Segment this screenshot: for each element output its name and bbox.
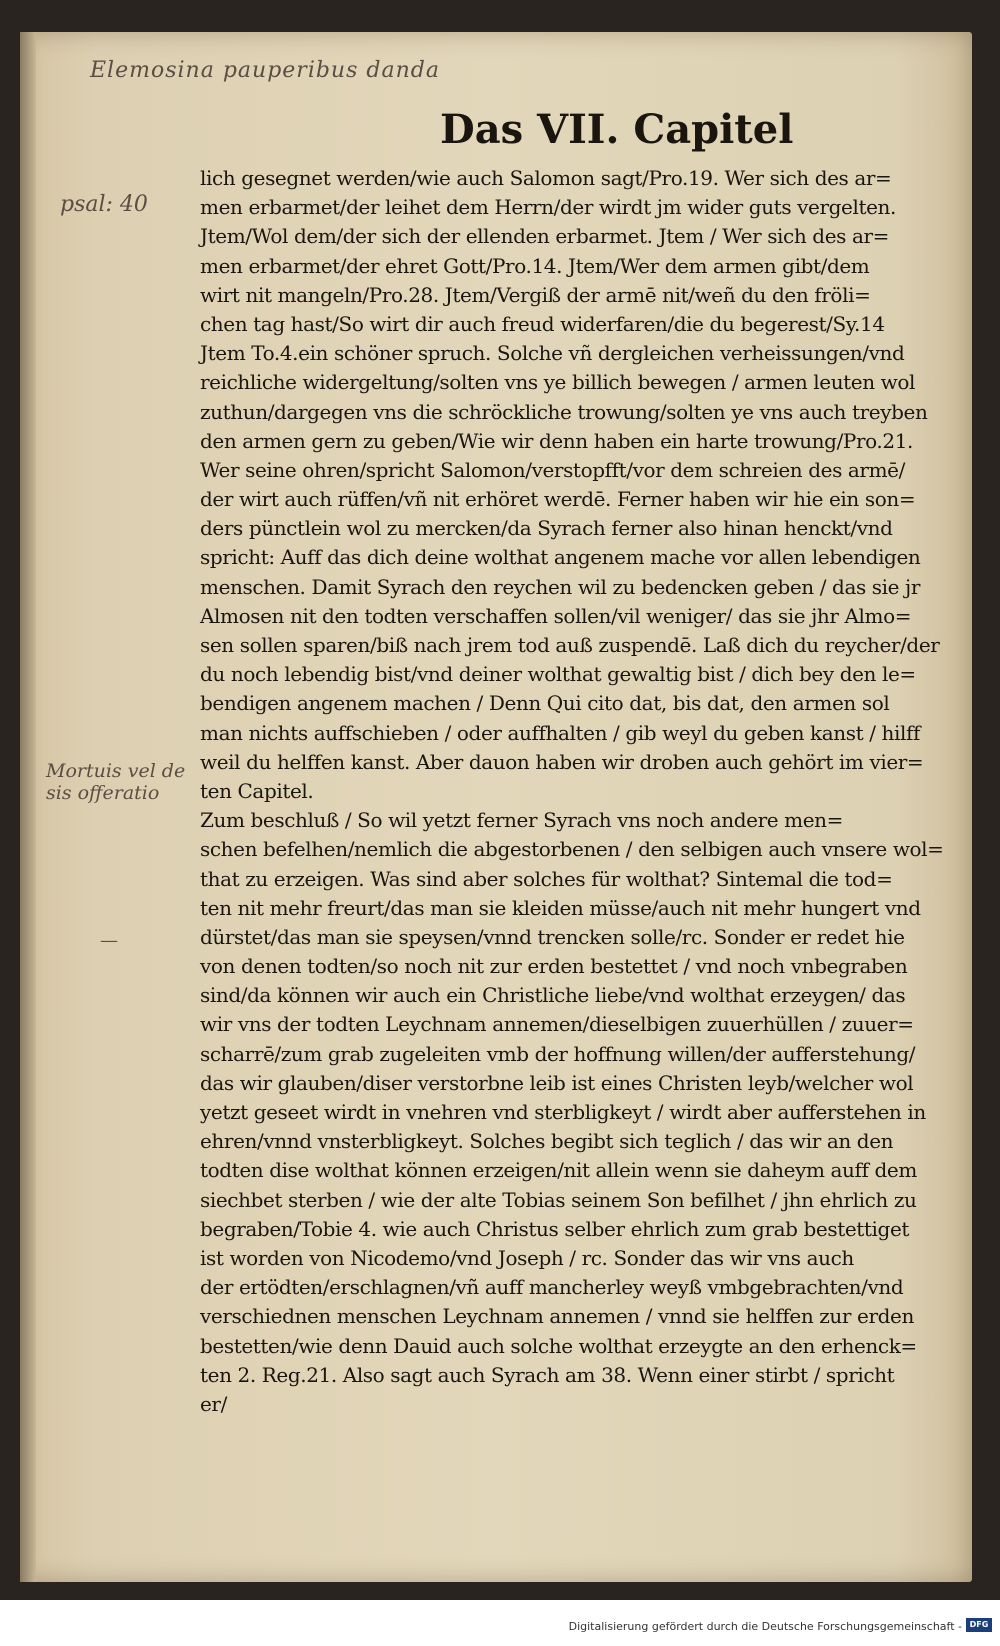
footer-credit: Digitalisierung gefördert durch die Deutsche Forschungsgemeinschaft -	[568, 1620, 962, 1633]
text-line: wir vns der todten Leychnam annemen/dieselbigen zuuerhüllen / zuuer=	[200, 1012, 914, 1037]
text-line: menschen. Damit Syrach den reychen wil zu bedencken geben / das sie jr	[200, 574, 920, 599]
text-line: siechbet sterben / wie der alte Tobias seinem Son befilhet / jhn ehrlich zu	[200, 1187, 917, 1212]
text-line: ten Capitel.	[200, 778, 314, 803]
text-line: spricht: Auff das dich deine wolthat angenem mache vor allen lebendigen	[200, 545, 921, 570]
text-line: sind/da können wir auch ein Christliche liebe/vnd wolthat erzeygen/ das	[200, 983, 906, 1008]
page-gutter-edge	[20, 32, 36, 1582]
text-line: ders pünctlein wol zu mercken/da Syrach ferner also hinan henckt/vnd	[200, 516, 893, 541]
text-line: man nichts auffschieben / oder auffhalten / gib weyl du geben kanst / hilff	[200, 720, 921, 745]
dfg-logo: DFG	[966, 1618, 992, 1632]
running-head: Das VII. Capitel	[440, 106, 794, 153]
marginal-dash: —	[100, 930, 118, 951]
text-line: ten nit mehr freurt/das man sie kleiden müsse/auch nit mehr hungert vnd	[200, 895, 921, 920]
marginal-note-mortuis: Mortuis vel de sis offeratio	[46, 760, 186, 804]
text-line: sen sollen sparen/biß nach jrem tod auß zuspendē. Laß dich du reycher/der	[200, 633, 940, 657]
text-line: zuthun/dargegen vns die schröckliche trowung/solten ye vns auch treyben	[200, 399, 928, 424]
text-line: weil du helffen kanst. Aber dauon haben wir droben auch gehört im vier=	[200, 749, 924, 774]
text-line: chen tag hast/So wirt dir auch freud widerfaren/die du begerest/Sy.14	[200, 311, 885, 336]
text-line: lich gesegnet werden/wie auch Salomon sagt/Pro.19. Wer sich des ar=	[200, 166, 892, 190]
text-line: der wirt auch rüffen/vñ nit erhöret werdē. Ferner haben wir hie ein son=	[200, 487, 916, 512]
text-line: ehren/vnnd vnsterbligkeyt. Solches begibt sich teglich / das wir an den	[200, 1129, 894, 1154]
text-line: reichliche widergeltung/solten vns ye billich bewegen / armen leuten wol	[200, 370, 916, 395]
text-line: men erbarmet/der leihet dem Herrn/der wirdt jm wider guts vergelten.	[200, 195, 896, 220]
text-line: scharrē/zum grab zugeleiten vmb der hoffnung willen/der aufferstehung/	[200, 1041, 916, 1066]
text-line: that zu erzeigen. Was sind aber solches für wolthat? Sintemal die tod=	[200, 866, 893, 891]
text-line: schen befelhen/nemlich die abgestorbenen / den selbigen auch vnsere wol=	[200, 837, 944, 862]
text-line: das wir glauben/diser verstorbne leib ist eines Christen leyb/welcher wol	[200, 1070, 914, 1095]
text-line: Zum beschluß / So wil yetzt ferner Syrach vns noch andere men=	[200, 808, 844, 833]
text-line: verschiednen menschen Leychnam annemen / vnnd sie helffen zur erden	[200, 1304, 914, 1329]
text-line: bestetten/wie denn Dauid auch solche wolthat erzeygte an den erhenck=	[200, 1333, 917, 1358]
text-line: ist worden von Nicodemo/vnd Joseph / rc. Sonder das wir vns auch	[200, 1245, 854, 1270]
text-line: Almosen nit den todten verschaffen sollen/vil weniger/ das sie jhr Almo=	[200, 603, 912, 628]
text-line: von denen todten/so noch nit zur erden bestettet / vnd noch vnbegraben	[200, 954, 908, 979]
text-line: Jtem/Wol dem/der sich der ellenden erbarmet. Jtem / Wer sich des ar=	[200, 224, 889, 249]
text-line: er/	[200, 1391, 227, 1416]
handwritten-top-note: Elemosina pauperibus danda	[90, 58, 440, 83]
text-line: begraben/Tobie 4. wie auch Christus selber ehrlich zum grab bestettiget	[200, 1216, 910, 1241]
text-line: dürstet/das man sie speysen/vnnd trencken solle/rc. Sonder er redet hie	[200, 924, 905, 949]
body-text	[200, 164, 970, 1419]
text-line: wirt nit mangeln/Pro.28. Jtem/Vergiß der armē nit/weñ du den fröli=	[200, 282, 871, 307]
text-line: den armen gern zu geben/Wie wir denn haben ein harte trowung/Pro.21.	[200, 428, 913, 453]
text-line: Jtem To.4.ein schöner spruch. Solche vñ dergleichen verheissungen/vnd	[200, 341, 905, 366]
text-line: ten 2. Reg.21. Also sagt auch Syrach am 38. Wenn einer stirbt / spricht	[200, 1362, 895, 1387]
marginal-note-psalm: psal: 40	[60, 192, 148, 217]
text-line: Wer seine ohren/spricht Salomon/verstopfft/vor dem schreien des armē/	[200, 457, 905, 482]
text-line: yetzt geseet wirdt in vnehren vnd sterbligkeyt / wirdt aber aufferstehen in	[200, 1100, 926, 1124]
text-line: men erbarmet/der ehret Gott/Pro.14. Jtem/Wer dem armen gibt/dem	[200, 253, 870, 278]
text-line: du noch lebendig bist/vnd deiner wolthat gewaltig bist / dich bey den le=	[200, 662, 916, 687]
text-line: der ertödten/erschlagnen/vñ auff mancherley weyß vmbgebrachten/vnd	[200, 1275, 904, 1300]
text-line: todten dise wolthat können erzeigen/nit allein wenn sie daheym auff dem	[200, 1158, 917, 1183]
text-line: bendigen angenem machen / Denn Qui cito dat, bis dat, den armen sol	[200, 691, 890, 716]
